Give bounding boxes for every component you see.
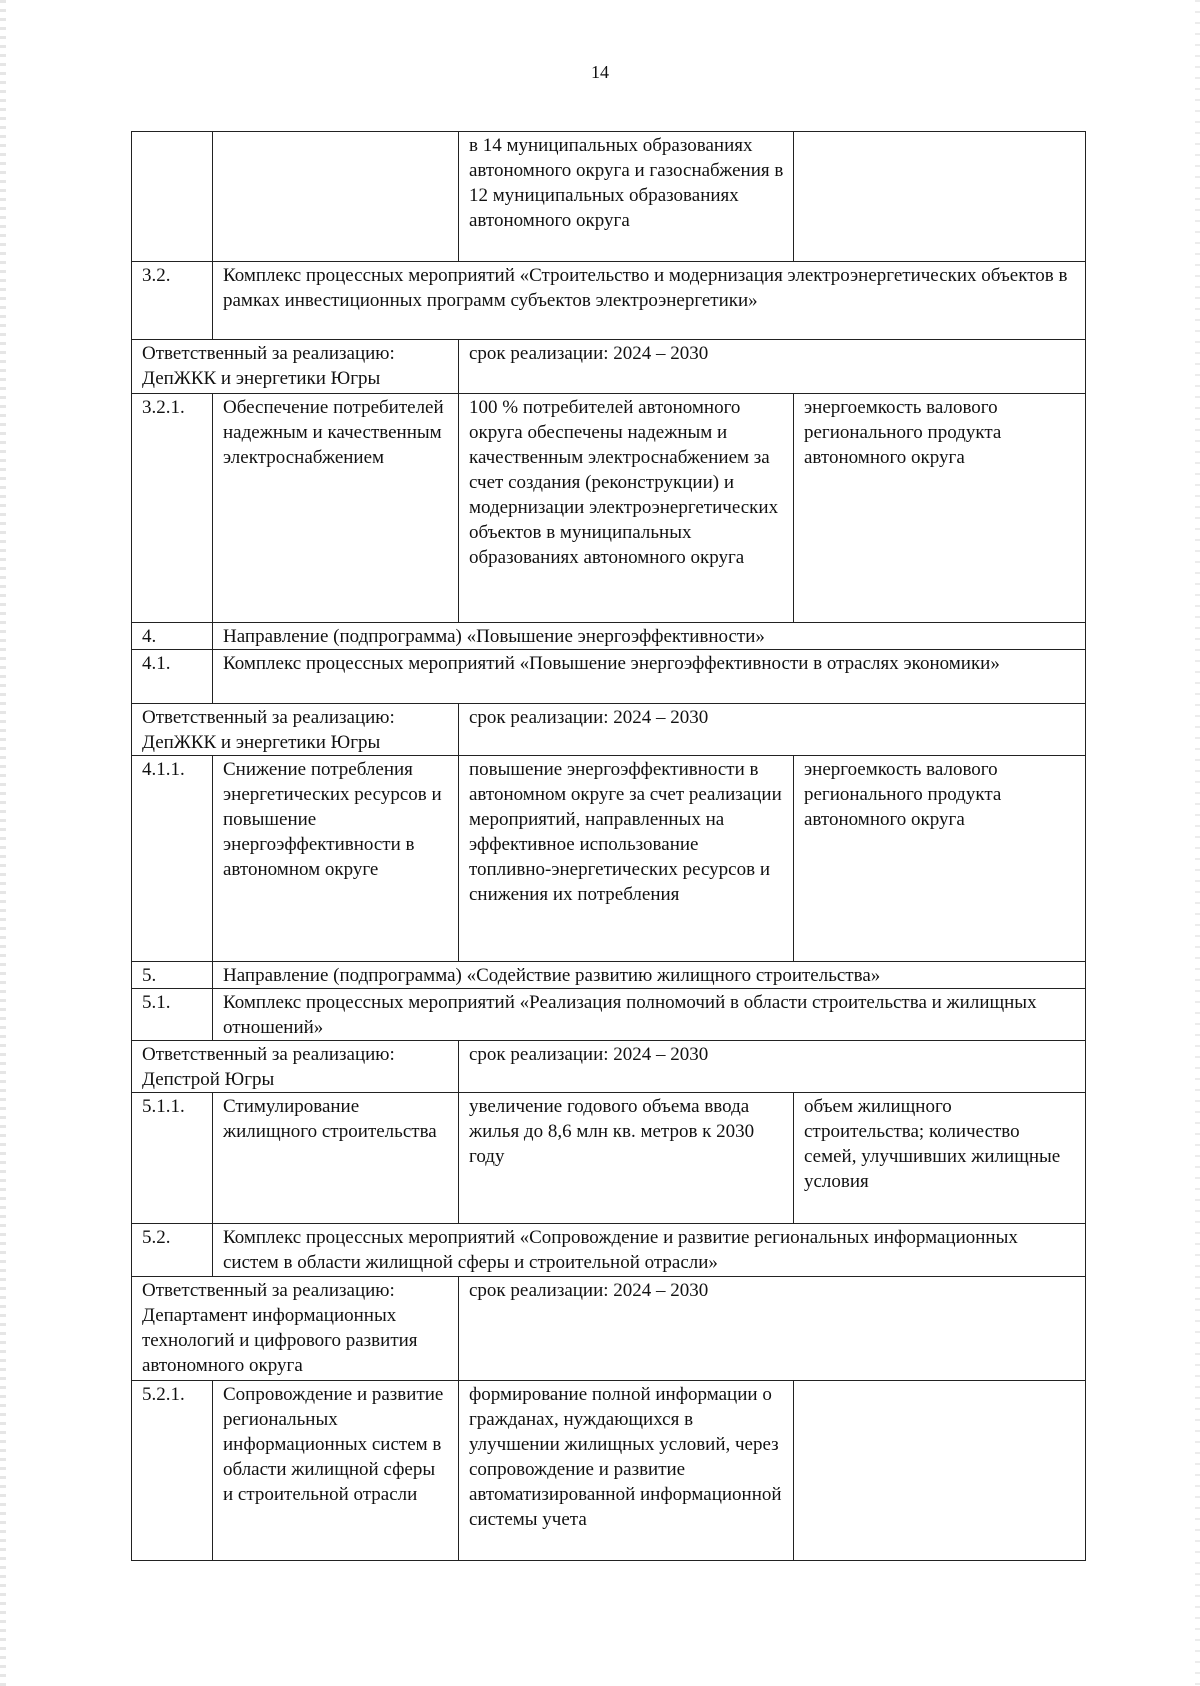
- scan-edge-left: [0, 0, 6, 1686]
- num-cell: 3.2.1.: [132, 394, 213, 623]
- table-row: [132, 1277, 1086, 1381]
- result-cell: увеличение годового объема ввода жилья до 8,6 млн кв. метров к 2030 году: [459, 1093, 794, 1224]
- table-row: [132, 1381, 1086, 1561]
- responsible-cell: Ответственный за реализацию: ДепЖКК и энергетики Югры: [132, 704, 459, 756]
- table-row: [132, 704, 1086, 756]
- result-cell: повышение энергоэффективности в автономном округе за счет реализации мероприятий, направленных на эффективное использование топливно-энергетических ресурсов и снижения их потребления: [459, 756, 794, 962]
- task-cell: Стимулирование жилищного строительства: [213, 1093, 459, 1224]
- num-cell: [132, 132, 213, 262]
- table-row: [132, 1224, 1086, 1277]
- responsible-cell: Ответственный за реализацию: ДепЖКК и энергетики Югры: [132, 340, 459, 394]
- term-cell: срок реализации: 2024 – 2030: [459, 1041, 1086, 1093]
- table-row: [132, 132, 1086, 262]
- table-row: [132, 1041, 1086, 1093]
- complex-title-cell: Комплекс процессных мероприятий «Реализация полномочий в области строительства и жилищных отношений»: [213, 989, 1086, 1041]
- indicator-cell: объем жилищного строительства; количество семей, улучшивших жилищные условия: [794, 1093, 1086, 1224]
- table-row: [132, 962, 1086, 989]
- table-row: [132, 340, 1086, 394]
- result-cell: 100 % потребителей автономного округа обеспечены надежным и качественным электроснабжением за счет создания (реконструкции) и модернизации электроэнергетических объектов в муниципальных образованиях автономного округа: [459, 394, 794, 623]
- num-cell: 5.2.1.: [132, 1381, 213, 1561]
- table-row: [132, 989, 1086, 1041]
- task-cell: Снижение потребления энергетических ресурсов и повышение энергоэффективности в автономном округе: [213, 756, 459, 962]
- result-cell: в 14 муниципальных образованиях автономного округа и газоснабжения в 12 муниципальных образованиях автономного округа: [459, 132, 794, 262]
- page-number: 14: [591, 62, 609, 82]
- responsible-cell: Ответственный за реализацию: Департамент информационных технологий и цифрового развития автономного округа: [132, 1277, 459, 1381]
- num-cell: 4.1.1.: [132, 756, 213, 962]
- num-cell: 5.: [132, 962, 213, 989]
- complex-title-cell: Комплекс процессных мероприятий «Строительство и модернизация электроэнергетических объектов в рамках инвестиционных программ субъектов электроэнергетики»: [213, 262, 1086, 340]
- table-row: [132, 262, 1086, 340]
- indicator-cell: энергоемкость валового регионального продукта автономного округа: [794, 394, 1086, 623]
- num-cell: 4.1.: [132, 650, 213, 704]
- table-row: [132, 756, 1086, 962]
- table-row: [132, 623, 1086, 650]
- direction-title-cell: Направление (подпрограмма) «Содействие развитию жилищного строительства»: [213, 962, 1086, 989]
- num-cell: 4.: [132, 623, 213, 650]
- direction-title-cell: Направление (подпрограмма) «Повышение энергоэффективности»: [213, 623, 1086, 650]
- task-cell: Сопровождение и развитие региональных информационных систем в области жилищной сферы и строительной отрасли: [213, 1381, 459, 1561]
- indicator-cell: [794, 132, 1086, 262]
- term-cell: срок реализации: 2024 – 2030: [459, 704, 1086, 756]
- scan-edge-right: [1195, 0, 1200, 1686]
- complex-title-cell: Комплекс процессных мероприятий «Повышение энергоэффективности в отраслях экономики»: [213, 650, 1086, 704]
- task-cell: Обеспечение потребителей надежным и качественным электроснабжением: [213, 394, 459, 623]
- result-cell: формирование полной информации о гражданах, нуждающихся в улучшении жилищных условий, через сопровождение и развитие автоматизированной информационной системы учета: [459, 1381, 794, 1561]
- program-table: [131, 131, 1086, 1561]
- task-cell: [213, 132, 459, 262]
- term-cell: срок реализации: 2024 – 2030: [459, 1277, 1086, 1381]
- indicator-cell: [794, 1381, 1086, 1561]
- term-cell: срок реализации: 2024 – 2030: [459, 340, 1086, 394]
- num-cell: 5.1.1.: [132, 1093, 213, 1224]
- table-row: [132, 394, 1086, 623]
- table-row: [132, 1093, 1086, 1224]
- responsible-cell: Ответственный за реализацию: Депстрой Югры: [132, 1041, 459, 1093]
- table-row: [132, 650, 1086, 704]
- num-cell: 5.1.: [132, 989, 213, 1041]
- indicator-cell: энергоемкость валового регионального продукта автономного округа: [794, 756, 1086, 962]
- num-cell: 5.2.: [132, 1224, 213, 1277]
- complex-title-cell: Комплекс процессных мероприятий «Сопровождение и развитие региональных информационных систем в области жилищной сферы и строительной отрасли»: [213, 1224, 1086, 1277]
- num-cell: 3.2.: [132, 262, 213, 340]
